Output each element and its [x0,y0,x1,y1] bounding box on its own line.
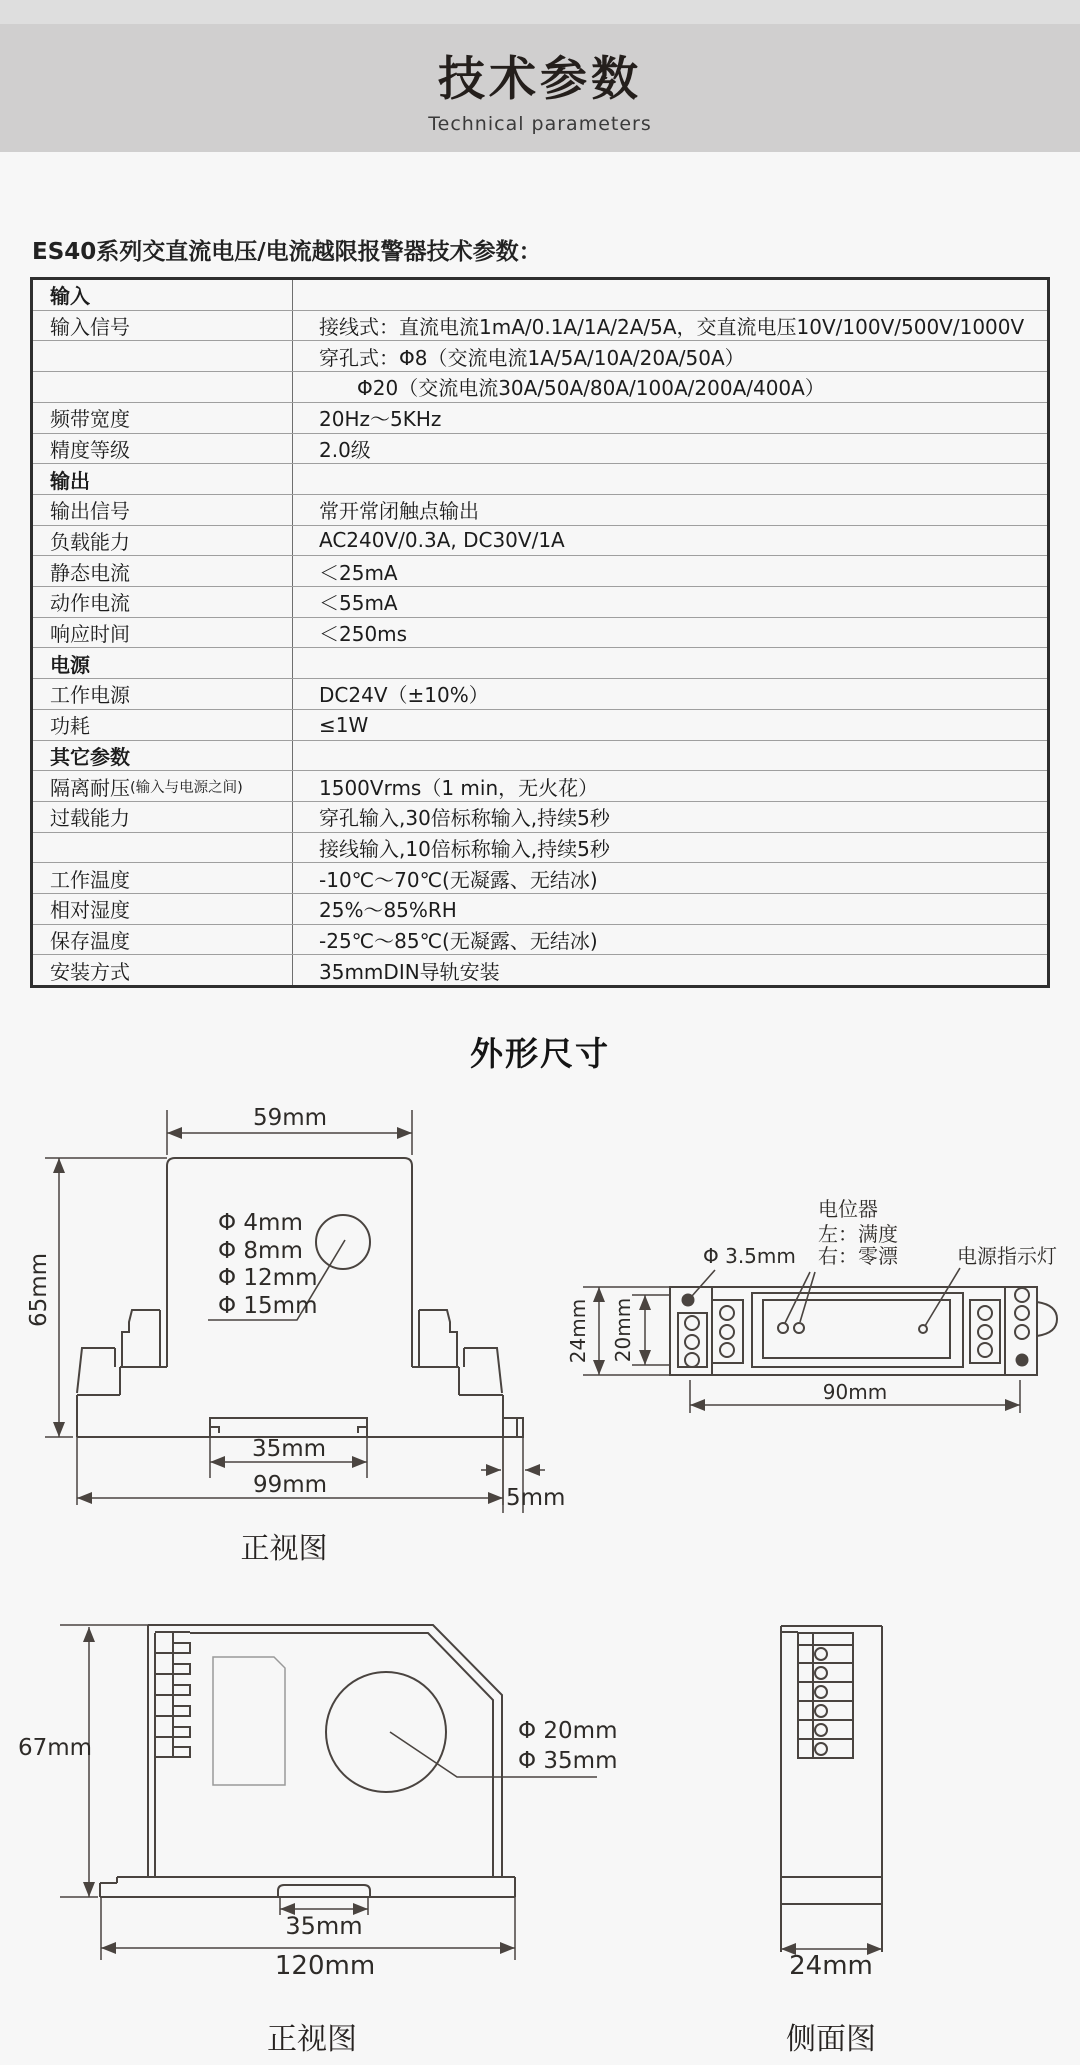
table-section-row [33,280,1047,310]
spec-value-text: 接线输入,10倍标称输入,持续5秒 [319,837,610,861]
spec-label [33,894,293,924]
spec-value-text: ＜25mA [319,560,398,585]
hole-label-8mm: Φ 8mm [218,1238,303,1264]
spec-label-text: 输出 [50,468,90,493]
spec-label-text: 频带宽度 [50,407,130,432]
table-row [33,924,1047,955]
spec-label [33,556,293,586]
spec-label [33,925,293,955]
top-strip [0,0,1080,24]
spec-value [293,925,1047,955]
page-title: 技术参数 [438,52,642,107]
through-hole [326,1672,446,1792]
spec-value-text: 接线式：直流电流1mA/0.1A/1A/2A/5A，交直流电压10V/100V/500V/1000V [319,315,1025,340]
spec-value [293,955,1047,985]
dim-20mm: 20mm [611,1297,635,1363]
spec-value [293,311,1047,341]
spec-label [33,587,293,617]
spec-label [33,464,293,494]
spec-table [30,277,1050,988]
table-row [33,617,1047,648]
table-row [33,893,1047,924]
spec-label-text: 负载能力 [50,529,130,554]
spec-value-text: 20Hz～5KHz [319,407,442,432]
hole-label-20mm: Φ 20mm [518,1718,618,1744]
spec-label [33,280,293,310]
spec-value-text: 穿孔输入,30倍标称输入,持续5秒 [319,806,610,831]
spec-value [293,526,1047,556]
hole-label-4mm: Φ 4mm [218,1210,303,1236]
dim-99mm: 99mm [252,1472,328,1498]
spec-label [33,618,293,648]
spec-value [293,679,1047,709]
spec-label-text: 功耗 [50,714,90,739]
spec-value-text: 穿孔式：Φ8（交流电流1A/5A/10A/20A/50A） [319,345,745,370]
spec-value [293,372,1047,402]
spec-label-text: 输入 [50,284,90,309]
dim-24mm: 24mm [566,1298,590,1364]
dim-35mm: 35mm [285,1912,363,1940]
dimension-lines [60,1625,515,1960]
device-outline [781,1626,882,1952]
spec-value [293,434,1047,464]
mount-hole-right [1016,1354,1029,1367]
spec-value [293,802,1047,832]
page-subtitle: Technical parameters [428,113,652,135]
spec-value [293,280,1047,310]
table-row [33,340,1047,371]
spec-value [293,710,1047,740]
spec-value-text: 25%～85%RH [319,898,457,923]
figure-front-view-top [20,1085,566,1565]
spec-label-note: (输入与电源之间) [130,779,243,796]
spec-label [33,495,293,525]
table-row [33,862,1047,893]
spec-label-text: 其它参数 [50,744,130,769]
pot-zero [794,1323,804,1333]
spec-label [33,341,293,371]
caption-front-view-bottom: 正视图 [267,2022,357,2057]
spec-label [33,863,293,893]
pot-right-label: 右：零漂 [818,1244,898,1268]
spec-label [33,741,293,771]
spec-value [293,648,1047,678]
table-heading: ES40系列交直流电压/电流越限报警器技术参数： [32,239,542,265]
figure-front-view-bottom [17,1615,620,1985]
module-outline [670,1268,1057,1375]
spec-label [33,802,293,832]
spec-value [293,618,1047,648]
pot-left-label: 左：满度 [818,1222,898,1246]
table-row [33,586,1047,617]
spec-value-text: Φ20（交流电流30A/50A/80A/100A/200A/400A） [357,376,825,401]
spec-value-text: -10℃～70℃(无凝露、无结冰) [319,867,598,892]
spec-label [33,771,293,801]
spec-label-text: 电源 [50,652,90,677]
spec-value-text: 1500Vrms（1 min，无火花） [319,775,599,800]
spec-label [33,526,293,556]
spec-value-text: DC24V（±10%） [319,683,489,708]
table-row [33,402,1047,433]
spec-value [293,833,1047,863]
spec-label-text: 输入信号 [50,315,130,340]
table-row [33,555,1047,586]
hole-3-5mm-label: Φ 3.5mm [703,1244,796,1268]
table-row [33,433,1047,464]
table-row [33,770,1047,801]
spec-value [293,341,1047,371]
spec-label [33,372,293,402]
spec-label [33,955,293,985]
spec-label-text: 响应时间 [50,622,130,647]
spec-label-text: 输出信号 [50,499,130,524]
dim-65mm: 65mm [26,1252,52,1328]
dim-59mm: 59mm [252,1105,328,1131]
dim-5mm: 5mm [506,1485,566,1511]
pot-fullscale [778,1323,788,1333]
dim-35mm: 35mm [251,1436,327,1462]
spec-label [33,679,293,709]
dim-67mm: 67mm [17,1735,93,1761]
spec-value [293,894,1047,924]
spec-value [293,741,1047,771]
table-row [33,678,1047,709]
spec-value-text: -25℃～85℃(无凝露、无结冰) [319,929,598,954]
dim-120mm: 120mm [274,1951,376,1981]
dimension-lines [583,1287,1020,1413]
figure-top-view [555,1190,1080,1420]
spec-value-text: ＜55mA [319,591,398,616]
table-row [33,954,1047,985]
caption-front-view-top: 正视图 [240,1531,328,1565]
dimensions-title: 外形尺寸 [470,1034,610,1073]
table-row [33,801,1047,832]
spec-label [33,833,293,863]
table-row [33,494,1047,525]
spec-label-text: 工作温度 [50,867,130,892]
spec-value [293,495,1047,525]
table-section-row [33,647,1047,678]
table-row [33,525,1047,556]
table-row [33,709,1047,740]
spec-label-text: 工作电源 [50,683,130,708]
hole-label-15mm: Φ 15mm [218,1293,318,1319]
power-led-label: 电源指示灯 [957,1244,1057,1268]
spec-value [293,863,1047,893]
dim-90mm: 90mm [822,1380,888,1404]
figure-side-view [740,1615,940,1985]
spec-value [293,771,1047,801]
hole-label-12mm: Φ 12mm [218,1265,318,1291]
spec-label-text: 精度等级 [50,437,130,462]
spec-value [293,403,1047,433]
spec-value-text: 35mmDIN导轨安装 [319,959,500,984]
spec-label-text: 保存温度 [50,929,130,954]
table-row [33,310,1047,341]
spec-value-text: 2.0级 [319,437,371,462]
table-section-row [33,740,1047,771]
spec-label [33,311,293,341]
spec-value [293,556,1047,586]
table-row [33,371,1047,402]
spec-label-text: 静态电流 [50,560,130,585]
table-row [33,832,1047,863]
spec-value-text: ＜250ms [319,622,408,647]
caption-side-view: 侧面图 [786,2022,876,2057]
spec-value-text: AC240V/0.3A, DC30V/1A [319,528,565,553]
spec-label-text: 过载能力 [50,806,130,831]
spec-label-text: 相对湿度 [50,898,130,923]
dim-24mm: 24mm [789,1951,873,1981]
spec-label [33,648,293,678]
spec-label [33,710,293,740]
header-banner [0,24,1080,152]
pot-title-label: 电位器 [818,1197,878,1221]
spec-label-text: 动作电流 [50,591,130,616]
hole-label-35mm: Φ 35mm [518,1748,618,1774]
spec-label [33,434,293,464]
spec-value [293,587,1047,617]
table-section-row [33,463,1047,494]
spec-label-text: 隔离耐压 [50,775,130,800]
spec-label-text: 安装方式 [50,959,130,984]
spec-value-text: 常开常闭触点输出 [319,499,479,524]
spec-value-text: ≤1W [319,712,369,737]
spec-value [293,464,1047,494]
spec-label [33,403,293,433]
